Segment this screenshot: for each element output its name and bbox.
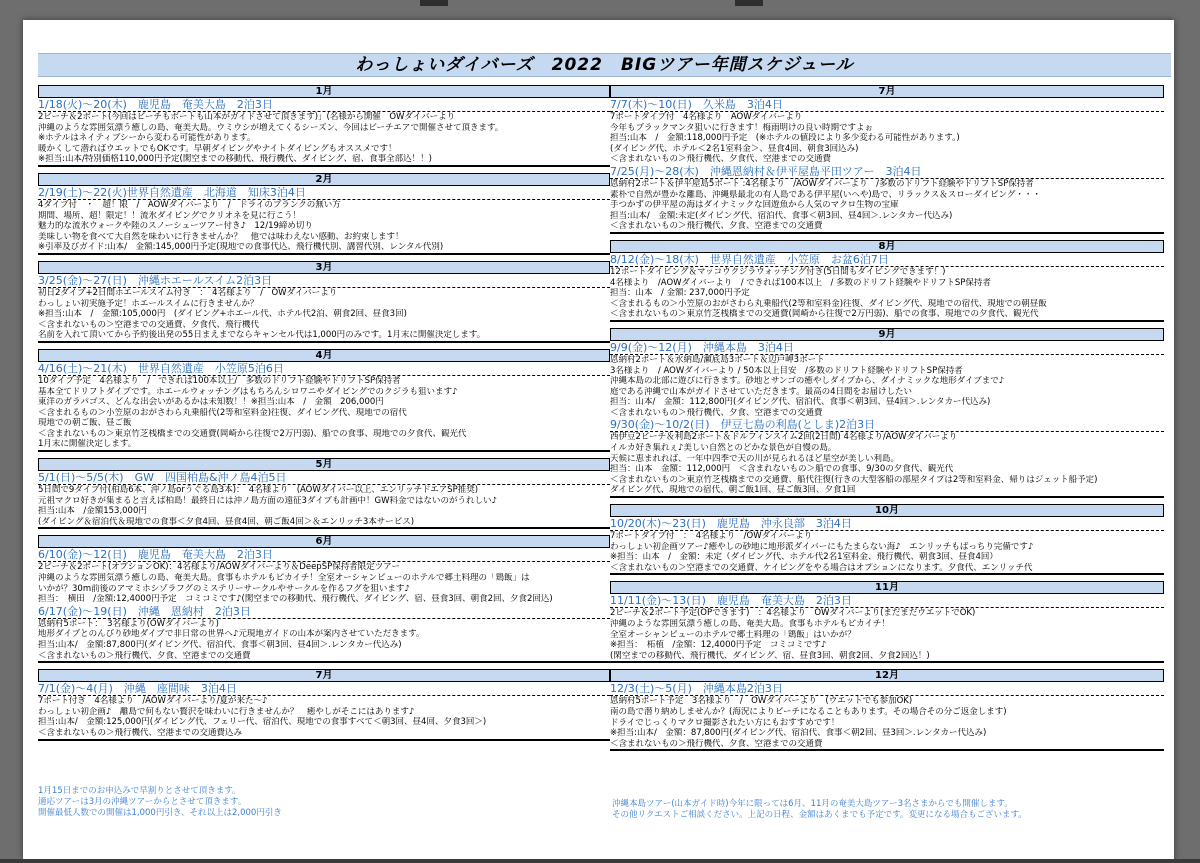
tour-detail-line: ＜含まれないもの＞飛行機代、夕食、空港までの交通費: [610, 221, 823, 232]
tour-title: 2/19(土)～22(火)世界自然遺産 北海道 知床3泊4日: [38, 186, 610, 200]
month-section: [610, 85, 1164, 234]
tour-detail-line: 天候に恵まれれば、一年中四季で天の川が見られるほど星空が美しい利島。: [610, 453, 900, 464]
tour-detail-line: 担当:山本 /金額153,000円: [38, 506, 147, 517]
tour-detail-line: ※担当:山本/ 金額：87,800円(ダイビング代、宿泊代、食事＜朝2回、昼3回＞.レンタカー代込み): [610, 728, 987, 739]
tour-detail-line: ＜含まれないもの＞飛行機代、夕食、空港までの交通費: [38, 650, 251, 661]
month-body: [610, 517, 1164, 575]
footer-note-left: [38, 786, 282, 819]
tour-detail-line: ＜含まれるもの＞小笠原のおがさわら丸乗船代(2等和室料金)往復、ダイビング代、現地での宿代、現地での朝昼飯: [610, 298, 1047, 309]
footer-line: 1月15日までのお申込みで早割りとさせて頂きます。: [38, 786, 241, 796]
bottom-scrollbar[interactable]: [0, 859, 1200, 863]
tour-detail-line: ※担当:山本/特別価格110,000円予定(閑空までの移動代、飛行機代、ダイビング、宿、食事全部込！！): [38, 154, 432, 165]
month-header: 11月: [610, 581, 1164, 594]
footer-line: 適応ツアーは3月の沖縄ツアーからとさせて頂きます。: [38, 797, 247, 807]
month-header: 6月: [38, 535, 610, 548]
footer-line: 開催最低人数での開催は1,000円引き、それ以上は2,000円引き: [38, 808, 282, 818]
tour-detail-line: 12ボートダイビング＆マッコウクジラウォッチング付き(5日間もダイビングできます！): [610, 266, 946, 277]
month-body: [38, 186, 610, 255]
tour-title: 7/7(木)～10(日) 久米島 3泊4日: [610, 98, 1164, 112]
tour-detail-line: 地形ダイブとのんびり砂地ダイブで非日常の世界へ♪元現地ガイドの山本が案内させていただきます。: [38, 629, 425, 640]
tour-detail-line: 恩納村2ボート＆水納島/瀬底島3ボート＆辺戸岬3ボート: [610, 354, 825, 365]
tour-detail-line: 5日間で9ダイブ付(柏島6本、沖ノ島orうぐる島3本)： 4名様より (AOWダイバー以上、エンリッチドエアSP推奨): [38, 485, 479, 496]
tour-detail-line: 恩納村5ボート： 3名様より(OWダイバーより): [38, 618, 219, 629]
month-header: 3月: [38, 261, 610, 274]
month-section: [610, 504, 1164, 575]
month-body: [610, 341, 1164, 498]
month-body: [38, 548, 610, 663]
tour-detail-line: ＜含まれるもの＞小笠原のおがさわら丸乗船代(2等和室料金)往復、ダイビング代、現地での宿代: [38, 407, 407, 418]
tour-detail-line: 名前を入れて頂いてから予約後出発の55日まえまでならキャンセル代は1,000円のみです。1月末に開催決定します。: [38, 330, 486, 341]
tour-detail-line: 4ダイブ付 ・ 超！限 / AOWダイバーより / ドライのブランクの無い方: [38, 199, 341, 210]
tour-detail-line: (閑空までの移動代、飛行機代、ダイビング、宿、昼食3回、朝食2回、夕食2回込！): [610, 650, 930, 661]
page-title: わっしょいダイバーズ 2022 BIGツアー年間スケジュール: [355, 55, 854, 75]
month-section: [38, 535, 610, 663]
tour-title: 6/10(金)～12(日) 鹿児島 奄美大島 2泊3日: [38, 548, 610, 562]
tour-detail-line: ＜含まれないもの＞東京竹芝桟橋までの交通費(岡崎から往復で2万円弱)、船での食事、現地での夕食代、観光代: [610, 309, 1039, 320]
month-body: [38, 274, 610, 343]
tour-detail-line: ※担当：山本 / 金額：未定（ダイビング代、ホテル代2名1室料金、飛行機代、朝食3回、昼食4回）: [610, 552, 998, 563]
tour-detail-line: 担当:山本/ 金額:未定(ダイビング代、宿泊代、食事＜朝3回、昼4回＞.レンタカー代込み): [610, 210, 953, 221]
tour-detail-line: ＜含まれないもの＞空港までの交通費、ケイビングをやる場合はオプションになります。夕食代、エンリッチ代: [610, 562, 1033, 573]
tour-detail-line: 恩納村2ボート＆伊平屋島5ボート :4名様より /AOWダイバーより /多数のドリフト経験やドリフトSP保持者: [610, 178, 1034, 189]
tour-detail-line: 東洋のガラパゴス、どんな出会いがあるかは未知数！！※担当:山本 / 金額 206,000円: [38, 397, 384, 408]
month-header: 4月: [38, 349, 610, 362]
month-header: 8月: [610, 240, 1164, 253]
tour-detail-line: 魅力的な流氷ウォークや陸のスノーシューツアー付き♪ 12/19締め切り: [38, 221, 313, 232]
month-section: [610, 581, 1164, 663]
tour-title: 7/1(金)～4(月) 沖縄 座間味 3泊4日: [38, 682, 610, 696]
month-body: [610, 594, 1164, 663]
schedule-document: [23, 20, 1174, 859]
right-column: [610, 85, 1164, 757]
tour-detail-line: 庭である沖縄で山本がガイドさせていただきます。最高の4日間をお届けしたい: [610, 386, 912, 397]
tour-title: 11/11(金)～13(日) 鹿児島 奄美大島 2泊3日: [610, 594, 1164, 608]
month-header: 2月: [38, 173, 610, 186]
month-section: [610, 240, 1164, 322]
tour-detail-line: 4名様より /AOWダイバーより / できれば100本以上 / 多数のドリフト経験やドリフトSP保持者: [610, 277, 991, 288]
month-header: 12月: [610, 669, 1164, 682]
month-section: [38, 261, 610, 343]
tour-detail-line: 西伊豆2ビーチ＆利島2ボート＆ドルフィンスイム2回(2日間) 4名様より/AOWダイバーより: [610, 432, 958, 443]
tour-detail-line: 担当： 横田 /金額:12,4000円予定 コミコミです♪(閑空までの移動代、飛行機代、ダイビング、宿、昼食3回、朝食2回、夕食2回込): [38, 594, 553, 605]
month-body: [610, 253, 1164, 322]
tour-detail-line: 2ビーチ＆2ボート予定(OPできます) ：4名様より OWダイバーより(まだまだウエットでOK): [610, 608, 976, 619]
title-band: [38, 53, 1171, 77]
tour-detail-line: 沖縄のような雰囲気漂う癒しの島、奄美大島。ウミウシが増えてくるシーズン、今回はビーチエアで開催させて頂きます。: [38, 122, 504, 133]
footer-line: その他リクエストご相談ください。上記の日程、金額はあくまでも予定です。変更になる場合もございます。: [612, 810, 1027, 820]
tour-detail-line: わっしょい初企画♪ 離島で何もない贅沢を味わいに行きませんか？ 癒やしがそこにはあります♪: [38, 706, 415, 717]
tour-detail-line: 担当:山本 / 金額:118,000円予定 (※ホテルの値段により多少変わる可能性があります。): [610, 133, 960, 144]
tour-detail-line: 沖縄のような雰囲気漂う癒しの島、奄美大島。食事もホテルもピカイチ！: [610, 619, 890, 629]
tour-detail-line: 恩納村5ボート予定 3名様より / OWダイバーより (ウエットでも参加OK): [610, 696, 913, 707]
month-header: 5月: [38, 458, 610, 471]
tour-detail-line: ＜含まれないもの＞飛行機代、空港までの交通費込み: [38, 727, 243, 738]
tour-detail-line: 素朴で自然が豊かな離島、沖縄県最北の有人島である伊平屋(いへや)島で、リラックス＆スローダイビング・・・: [610, 189, 1041, 200]
month-body: [610, 682, 1164, 751]
month-section: [38, 669, 610, 740]
month-body: [38, 471, 610, 529]
month-section: [610, 328, 1164, 498]
month-header: 9月: [610, 328, 1164, 341]
month-header: 1月: [38, 85, 610, 98]
tour-detail-line: 暖かくして潜ればウエットでもOKです。早朝ダイビングやナイトダイビングもオススメです！: [38, 143, 397, 154]
tour-detail-line: 3名様より / AOWダイバーより / 50本以上目安 /多数のドリフト経験やドリフトSP保持者: [610, 365, 963, 376]
tour-title: 4/16(土)～21(木) 世界自然遺産 小笠原5泊6日: [38, 362, 610, 376]
tour-detail-line: いかが？30m前後のアマミホシゾラフグのミステリーサークルやサークルを作るフグを狙います♪: [38, 583, 410, 594]
month-body: [38, 98, 610, 167]
tour-detail-line: 元祖マクロ好きが集まると言えば柏島！最終日には沖ノ島方面の遠征3ダイブも計画中！GW料金ではないのがうれしい♪: [38, 495, 497, 506]
tour-detail-line: 担当：山本/ 金額：112,800円(ダイビング代、宿泊代、食事＜朝3回、昼4回＞.レンタカー代込み): [610, 397, 991, 408]
tour-detail-line: 2ビーチ＆2ボート(オプションOK)：4名様より/AOWダイバーより＆DeepSP保持者限定ツアー: [38, 562, 400, 573]
tour-detail-line: 担当:山本/ 金額:87,800円(ダイビング代、宿泊代、食事＜朝3回、昼4回＞.レンタカー代込み): [38, 640, 402, 650]
footer-line: 沖縄本島ツアー(山本ガイド時)今年に限っては6月、11月の奄美大島ツアー3名さまからでも開催します。: [612, 799, 1013, 809]
tab-marker[interactable]: [735, 0, 763, 6]
tab-marker[interactable]: [420, 0, 448, 6]
tour-detail-line: ドライでじっくりマクロ撮影されたい方にもおすすめです！: [610, 717, 840, 728]
tour-detail-line: 手つかずの伊平屋の海はダイナミックな回遊魚から人気のマクロ生物の宝庫: [610, 200, 899, 211]
tour-detail-line: 美味しい物を食べて大自然を味わいに行きませんか？ 他では味わえない感動、お約束します！: [38, 231, 404, 242]
tour-title: 9/30(金)～10/2(日) 伊豆七島の利島(としま)2泊3日: [610, 418, 1164, 432]
month-section: [610, 669, 1164, 751]
tour-detail-line: 沖縄本島の北部に遊びに行きます。砂地とサンゴの癒やしダイブから、ダイナミックな地形ダイブまで♪: [610, 376, 1005, 387]
tour-detail-line: わっしょい初実施予定！ホエールスイムに行きませんか？: [38, 298, 259, 309]
tour-detail-line: ＜含まれないもの＞東京竹芝桟橋までの交通費(岡崎から往復で2万円弱)、船での食事、現地での夕食代、観光代: [38, 428, 467, 439]
month-section: [38, 458, 610, 529]
left-column: [38, 85, 610, 747]
month-body: [610, 98, 1164, 234]
month-body: [38, 682, 610, 740]
top-browser-tabs: [0, 0, 1200, 20]
tour-detail-line: イルカ好き集れぇ♪美しい自然とのどかな景色が自慢の島。: [610, 443, 837, 454]
month-body: [38, 362, 610, 452]
tour-detail-line: 10ダイブ予定 4名様より / できれば100本以上/ 多数のドリフト経験やドリフトSP保持者: [38, 375, 401, 386]
tour-detail-line: 2ビーチ＆2ボート(今回はビーチもボートも山本がガイドさせて頂きます)」(名様から開催 OWダイバーより: [38, 112, 456, 122]
tour-detail-line: ※引率及びガイド:山本/ 金額:145,000円予定(現地での食事代込、飛行機代別、講習代別、レンタル代別): [38, 242, 444, 253]
tour-detail-line: わっしょい初企画ツアー♪癒やしの砂地に地形派ダイバーにもたまらない海♪ エンリッチもばっちり完備です♪: [610, 541, 1034, 552]
tour-detail-line: 7ボートダイブ付 4名様より AOWダイバーより: [610, 112, 803, 122]
month-header: 7月: [610, 85, 1164, 98]
tour-detail-line: ※担当： 柘植 /金額：12,4000円予定 コミコミです♪: [610, 640, 827, 651]
tour-title: 9/9(金)～12(月) 沖縄本島 3泊4日: [610, 341, 1164, 355]
tour-detail-line: 担当：山本 / 金額: 237,000円予定: [610, 288, 750, 299]
tour-detail-line: ＜含まれないもの＞東京竹芝桟橋までの交通費、船代往復(行きの大型客船の部屋タイプは2等和室料金、帰りはジェット船予定): [610, 474, 1098, 485]
tour-detail-line: 南の島で潜り納めしませんか？(海況によりビーチになることもあります。その場合その分ご返金します): [610, 706, 1007, 717]
month-header: 7月: [38, 669, 610, 682]
month-section: [38, 173, 610, 255]
tour-detail-line: 現地での朝ご飯、昼ご飯: [38, 418, 132, 429]
tour-detail-line: ＜含まれないもの＞空港までの交通費、夕食代、飛行機代: [38, 319, 260, 330]
footer-note-right: [612, 799, 1027, 821]
tour-detail-line: ＜含まれないもの＞飛行機代、夕食、空港までの交通費: [610, 738, 823, 749]
month-section: [38, 85, 610, 167]
tour-title: 3/25(金)～27(日) 沖縄ホエールスイム2泊3日: [38, 274, 610, 288]
tour-detail-line: 担当:山本/ 金額:125,000円(ダイビング代、フェリー代、宿泊代、現地での食事すべて＜朝3回、昼4回、夕食3回＞): [38, 717, 487, 728]
tour-title: 7/25(月)～28(木) 沖縄恩納村＆伊平屋島平田ツアー 3泊4日: [610, 165, 1164, 179]
tour-detail-line: (ダイビング代、ホテル＜2名1室料金＞、昼食4回、朝食3回込み): [610, 143, 859, 154]
tour-detail-line: 7ボートダイブ付 ： 4名様より /OWダイバーより: [610, 531, 813, 542]
month-section: [38, 349, 610, 452]
tour-title: 12/3(土)～5(月) 沖縄本島2泊3日: [610, 682, 1164, 696]
tour-detail-line: 今年もブラックマンタ狙いに行きます！梅雨明けの良い時期ですよぉ: [610, 122, 873, 133]
tour-detail-line: 全室オーシャンビューのホテルで郷土料理の「鶏飯」はいかが？: [610, 629, 856, 640]
tour-title: 6/17(金)～19(日) 沖縄 恩納村 2泊3日: [38, 605, 610, 619]
tour-title: 1/18(火)～20(木) 鹿児島 奄美大島 2泊3日: [38, 98, 610, 112]
tour-detail-line: ＜含まれないもの＞飛行機代、夕食、空港までの交通費: [610, 407, 823, 418]
tour-title: 10/20(木)～23(日) 鹿児島 沖永良部 3泊4日: [610, 517, 1164, 531]
month-header: 10月: [610, 504, 1164, 517]
tour-detail-line: ※担当:山本 / 金額:105,000円 (ダイビング+ホエール代、ホテル代2泊、朝食2回、昼食3回): [38, 309, 407, 320]
tour-detail-line: 沖縄のような雰囲気漂う癒しの島、奄美大島。食事もホテルもピカイチ！全室オーシャンビューのホテルで郷土料理の「鶏飯」は: [38, 573, 530, 584]
tour-detail-line: (ダイビング＆宿泊代＆現地での食事＜夕食4回、昼食4回、朝ご飯4回＞＆エンリッチ3本サービス): [38, 516, 415, 527]
tour-detail-line: 期間、場所、超！限定！！流氷ダイビングでクリオネを見に行こう！: [38, 210, 301, 221]
tour-detail-line: 7ボート付き 4名様より /AOWダイバーより/夏が来た～♪: [38, 696, 268, 707]
tour-detail-line: ダイビング代、現地での宿代、朝ご飯1回、昼ご飯3回、夕食1回: [610, 485, 856, 496]
tour-detail-line: ＜含まれないもの＞飛行機代、夕食代、空港までの交通費: [610, 154, 832, 165]
tour-detail-line: 基本全てドリフトダイブです。ホエールウォッチングはもちろんシロワニやダイビングでのクジラも狙います♪: [38, 386, 458, 397]
tour-detail-line: 1月末に開催決定します。: [38, 439, 137, 450]
tour-title: 5/1(日)～5/5(木) GW 四国柏島&沖ノ島4泊5日: [38, 471, 610, 485]
tour-detail-line: 初日2ダイブ+2日間ホエールスイム付き ： 4名様より / OWダイバーより: [38, 287, 338, 298]
tour-detail-line: ※ホテルはネイティブシーから変わる可能性があります。: [38, 133, 256, 144]
tour-title: 8/12(金)～18(木) 世界自然遺産 小笠原 お盆6泊7日: [610, 253, 1164, 267]
tour-detail-line: 担当：山本 金額：112,000円 ＜含まれないもの＞船での食事、9/30の夕食代、観光代: [610, 464, 954, 475]
